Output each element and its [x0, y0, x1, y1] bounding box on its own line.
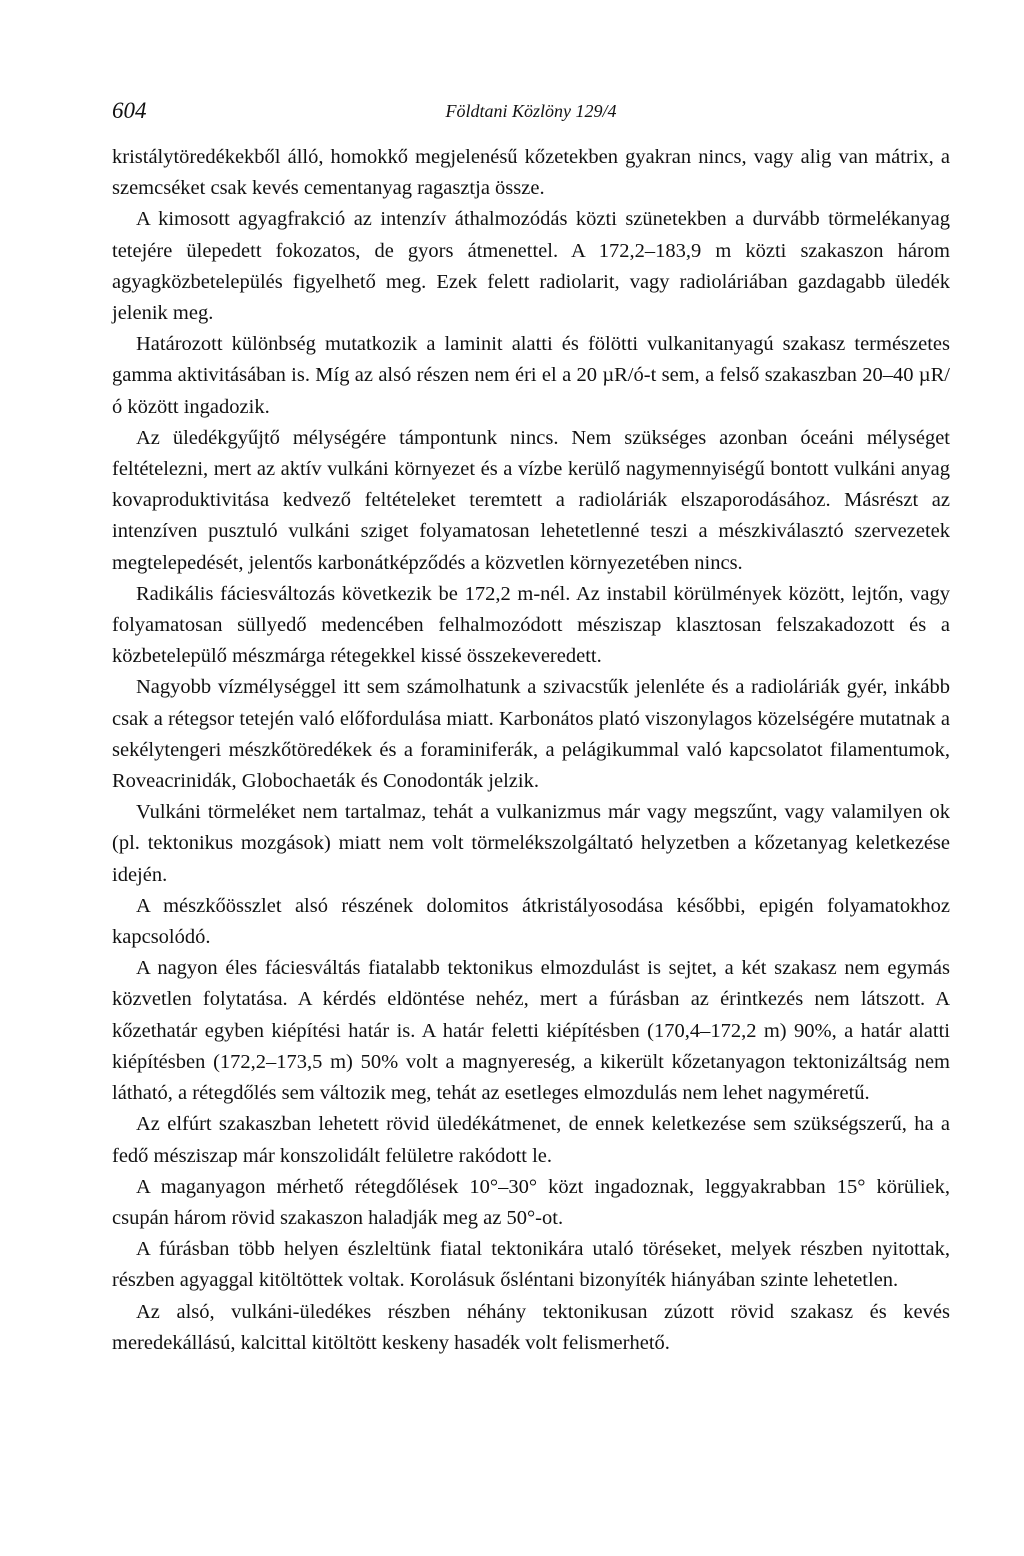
document-page [112, 96, 950, 1359]
paragraph: Határozott különbség mutatkozik a laminit alatti és fölötti vulkanitanyagú szakasz természetes gamma aktivitásában is. Míg az alsó részen nem éri el a 20 µR/ó-t sem, a felső szakaszban 20–40 µR/ó között ingadozik. [112, 333, 950, 418]
paragraph: Az elfúrt szakaszban lehetett rövid üledékátmenet, de ennek keletkezése sem szükségszerű, ha a fedő mésziszap már konszolidált felületre rakódott le. [112, 1113, 950, 1167]
paragraph: A nagyon éles fáciesváltás fiatalabb tektonikus elmozdulást is sejtet, a két szakasz nem egymás közvetlen folytatása. A kérdés eldöntése nehéz, mert a fúrásban az érintkezés nem látszott. A kőzethatár egyben kiépítési határ is. A határ feletti kiépítésben (170,4–172,2 m) 90%, a határ alatti kiépítésben (172,2–173,5 m) 50% volt a magnyereség, a kikerült kőzetanyagon tektonizáltság nem látható, a rétegdőlés sem változik meg, tehát az esetleges elmozdulás nem lehet nagyméretű. [112, 957, 950, 1105]
paragraph: A maganyagon mérhető rétegdőlések 10°–30° közt ingadoznak, leggyakrabban 15° körüliek, csupán három rövid szakaszon haladják meg az 50°-ot. [112, 1175, 950, 1229]
running-header [112, 96, 950, 130]
paragraph: Radikális fáciesváltozás következik be 172,2 m-nél. Az instabil körülmények között, lejtőn, vagy folyamatosan süllyedő medencében felhalmozódott mésziszap klasztosan felszakadozott és a közbetelepülő mészmárga rétegekkel kissé összekeveredett. [112, 582, 950, 668]
paragraph: Nagyobb vízmélységgel itt sem számolhatunk a szivacstűk jelenléte és a radioláriák gyér, inkább csak a rétegsor tetején való előfordulása miatt. Karbonátos plató viszonylagos közelségére mutatnak a sekélytengeri mészkőtöredékek és a foraminiferák, a pelágikummal való kapcsolatot filamentumok, Roveacrinidák, Globochaeták és Conodonták jelzik. [112, 676, 950, 793]
paragraph: Vulkáni törmeléket nem tartalmaz, tehát a vulkanizmus már vagy megszűnt, vagy valamilyen ok (pl. tektonikus mozgások) miatt nem volt törmelékszolgáltató helyzetben a kőzetanyag keletkezése idején. [112, 801, 950, 886]
page-number: 604 [112, 98, 147, 123]
paragraph: A mészkőösszlet alsó részének dolomitos átkristályosodása későbbi, epigén folyamatokhoz kapcsolódó. [112, 894, 950, 949]
paragraph: kristálytöredékekből álló, homokkő megjelenésű kőzetekben gyakran nincs, vagy alig van mátrix, a szemcséket csak kevés cementanyag ragasztja össze. [112, 146, 950, 200]
paragraph: A kimosott agyagfrakció az intenzív áthalmozódás közti szünetekben a durvább törmelékanyag tetejére ülepedett fokozatos, de gyors átmenettel. A 172,2–183,9 m közti szakaszon három agyagközbetelepülés figyelhető meg. Ezek felett radiolarit, vagy radioláriában gazdagabb üledék jelenik meg. [112, 208, 950, 325]
paragraph: A fúrásban több helyen észleltünk fiatal tektonikára utaló töréseket, melyek részben nyitottak, részben agyaggal kitöltöttek voltak. Korolásuk ősléntani bizonyíték hiányában szinte lehetetlen. [112, 1238, 950, 1292]
journal-title: Földtani Közlöny 129/4 [445, 101, 617, 121]
paragraph: Az alsó, vulkáni-üledékes részben néhány tektonikusan zúzott rövid szakasz és kevés meredekállású, kalcittal kitöltött keskeny hasadék volt felismerhető. [112, 1300, 950, 1354]
body-text [112, 142, 950, 1359]
paragraph: Az üledékgyűjtő mélységére támpontunk nincs. Nem szükséges azonban óceáni mélységet feltételezni, mert az aktív vulkáni környezet és a vízbe kerülő nagymennyiségű bontott vulkáni anyag kovaproduktivitása kedvező feltételeket teremtett a radioláriák elszaporodásához. Másrészt az intenzíven pusztuló vulkáni sziget folyamatosan lehetetlenné teszi a mészkiválasztó szervezetek megtelepedését, jelentős karbonátképződés a közvetlen környezetében nincs. [112, 426, 950, 574]
